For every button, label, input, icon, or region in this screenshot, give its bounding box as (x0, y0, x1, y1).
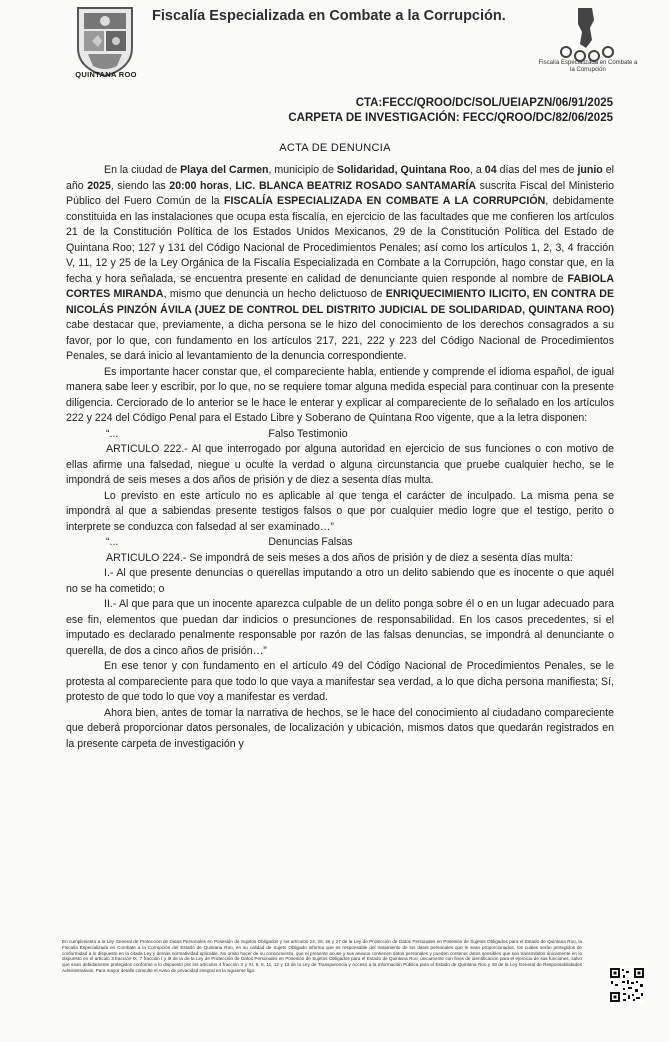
privacy-footer: En cumplimiento a la Ley General de Protección de Datos Personales en Posesión de Sujetos Obligados y los artículos 24, 25, 26 y 27 de la Ley de Protección de Datos Personales en Posesión de Sujetos Obligados para el Estado de Quintana Roo, la Fiscalía Especializada en Combate a la Corrupción del Estado de Quintana Roo, en su calidad de Sujeto Obligado informa que es responsable del tratamiento de los datos personales que le sean proporcionados, los cuales serán protegidos de conformidad a lo dispuesto en la citada Ley y demás normatividad aplicable. No omito hacer de su conocimiento, que el presente acuse y sus anexos contienen datos personales y pueden contener datos sensibles que son transmitidos únicamente en lo dispuesto en el artículo 3 fracción IX, 7 fracción I y III de la de la Ley de Protección de Datos Personales en Posesión de Sujetos Obligados para el Estado de Quintana Roo; únicamente con fines de identificación para el ejercicio de sus funciones, salvo que sean debidamente protegidos conforme a lo dispuesto por los artículos 4 fracción X y XI, 6, 8, 11, 12 y 13 de la Ley de Transparencia y Acceso a la Información Pública para el Estado de Quintana Roo y 49 de la Ley General de Responsabilidades Administrativas. Para mayor detalle consulte el Aviso de privacidad integral en la siguiente liga. (62, 939, 582, 973)
quintana-roo-coat-of-arms (72, 4, 138, 80)
qr-code (609, 967, 645, 1003)
paragraph-opening: En la ciudad de Playa del Carmen, municipio de Solidaridad, Quintana Roo, a 04 días del mes de junio el año 2025, siendo las 20:00 horas, LIC. BLANCA BEATRIZ ROSADO SANTAMARÍA suscrita Fiscal del Ministerio Público del Fuero Común de la FISCALÍA ESPECIALIZADA EN COMBATE A LA CORRUPCIÓN, debidamente constituida en las instalaciones que ocupa esta fiscalía, en ejercicio de las facultades que me confieren los artículos 21 de la Constitución Política de los Estados Unidos Mexicanos, 29 de la Constitución Política del Estado de Quintana Roo; 127 y 131 del Código Nacional de Procedimientos Penales; así como los artículos 1, 2, 3, 4 fracción V, 11, 12 y 25 de la Ley Orgánica de la Fiscalía Especializada en Combate a la Corrupción, hago constar que, en la fecha y hora señalada, se encuentra presente en calidad de denunciante quien responde al nombre de FABIOLA CORTES MIRANDA, mismo que denuncia un hecho delictuoso de ENRIQUECIMIENTO ILICITO, EN CONTRA DE NICOLÁS PINZÓN ÁVILA (JUEZ DE CONTROL DEL DISTRITO JUDICIAL DE SOLIDARIDAD, QUINTANA ROO) cabe destacar que, previamente, a dicha persona se le hizo del conocimiento de los derechos consagrados a su favor, por lo que, con fundamento en los artículos 217, 221, 222 y 223 del Código Nacional de Procedimientos Penales, se dará inicio al levantamiento de la denuncia correspondiente. (66, 164, 615, 362)
fiscalia-logo-text: Fiscalía Especializada en Combate a la Corrupción (538, 60, 638, 73)
paragraph-protest: En ese tenor y con fundamento en el artículo 49 del Código Nacional de Procedimientos Penales, se le protesta al compareciente para que todo lo que vaya a manifestar sea verdad, a lo que dicha persona manifiesta; Sí, protesto de que todo lo que voy a manifestar es verdad. (66, 660, 614, 703)
article-224: ARTICULO 224.- Se impondrá de seis meses a dos años de prisión y de diez a sesenta días multa: (106, 551, 573, 564)
paragraph-personal-data: Ahora bien, antes de tomar la narrativa de hechos, se le hace del conocimiento al ciudadano compareciente que deberá proporcionar datos personales, de localización y ubicación, mismos datos que quedarán registrados en la presente carpeta de investigación y (66, 706, 614, 750)
document-body (66, 163, 614, 752)
state-name: QUINTANA ROO (75, 70, 137, 79)
fraction-1: I.- Al que presente denuncias o querellas imputando a otro un delito sabiendo que es inocente o que aquél no se ha cometido; o (66, 567, 614, 595)
article-222-continued: Lo previsto en este artículo no es aplicable al que tenga el carácter de inculpado. La misma pena se impondrá al que a sabiendas presente testigos falsos o que por cualquier medio logre que el testigo, perito o interprete se conduzca con falsedad al ser examinado…” (66, 489, 614, 533)
paragraph-language: Es importante hacer constar que, el compareciente habla, entiende y comprende el idioma español, de igual manera sabe leer y escribir, por lo que, no se requiere tomar alguna medida especial para continuar con la presente diligencia. Cerciorado de lo anterior se le hace le enterar y explicar al compareciente de lo señalado en los artículos 222 y 224 del Código Penal para el Estado Libre y Soberano de Quintana Roo vigente, que a la letra disponen: (66, 365, 614, 424)
institution-title: Fiscalía Especializada en Combate a la Corrupción. (152, 8, 506, 24)
cta-reference: CTA:FECC/QROO/DC/SOL/UEIAPZN/06/91/2025 (355, 97, 613, 109)
quote1-heading: “... Falso Testimonio (106, 427, 348, 440)
acta-title: ACTA DE DENUNCIA (279, 142, 391, 154)
fiscalia-logo (548, 4, 628, 64)
fraction-2: II.- Al que para que un inocente aparezca culpable de un delito ponga sobre él o en un lugar adecuado para ese fin, elementos que puedan dar indicios o presunciones de responsabilidad. En los casos precedentes, si el imputado es declarado penalmente responsable por razón de las falsas denuncias, se impondrá al denunciante o querella, de dos a cinco años de prisión…” (66, 598, 614, 657)
quote2-heading: “... Denuncias Falsas (106, 536, 353, 548)
article-222: ARTICULO 222.- Al que interrogado por alguna autoridad en ejercicio de sus funciones o con motivo de ellas afirme una falsedad, niegue u oculte la verdad o alguna circunstancia que pruebe cualquier hecho, se le impondrá de seis meses a dos años de prisión y de diez a sesenta días multa. (66, 443, 614, 486)
carpeta-reference: CARPETA DE INVESTIGACIÓN: FECC/QROO/DC/82/06/2025 (288, 112, 613, 124)
